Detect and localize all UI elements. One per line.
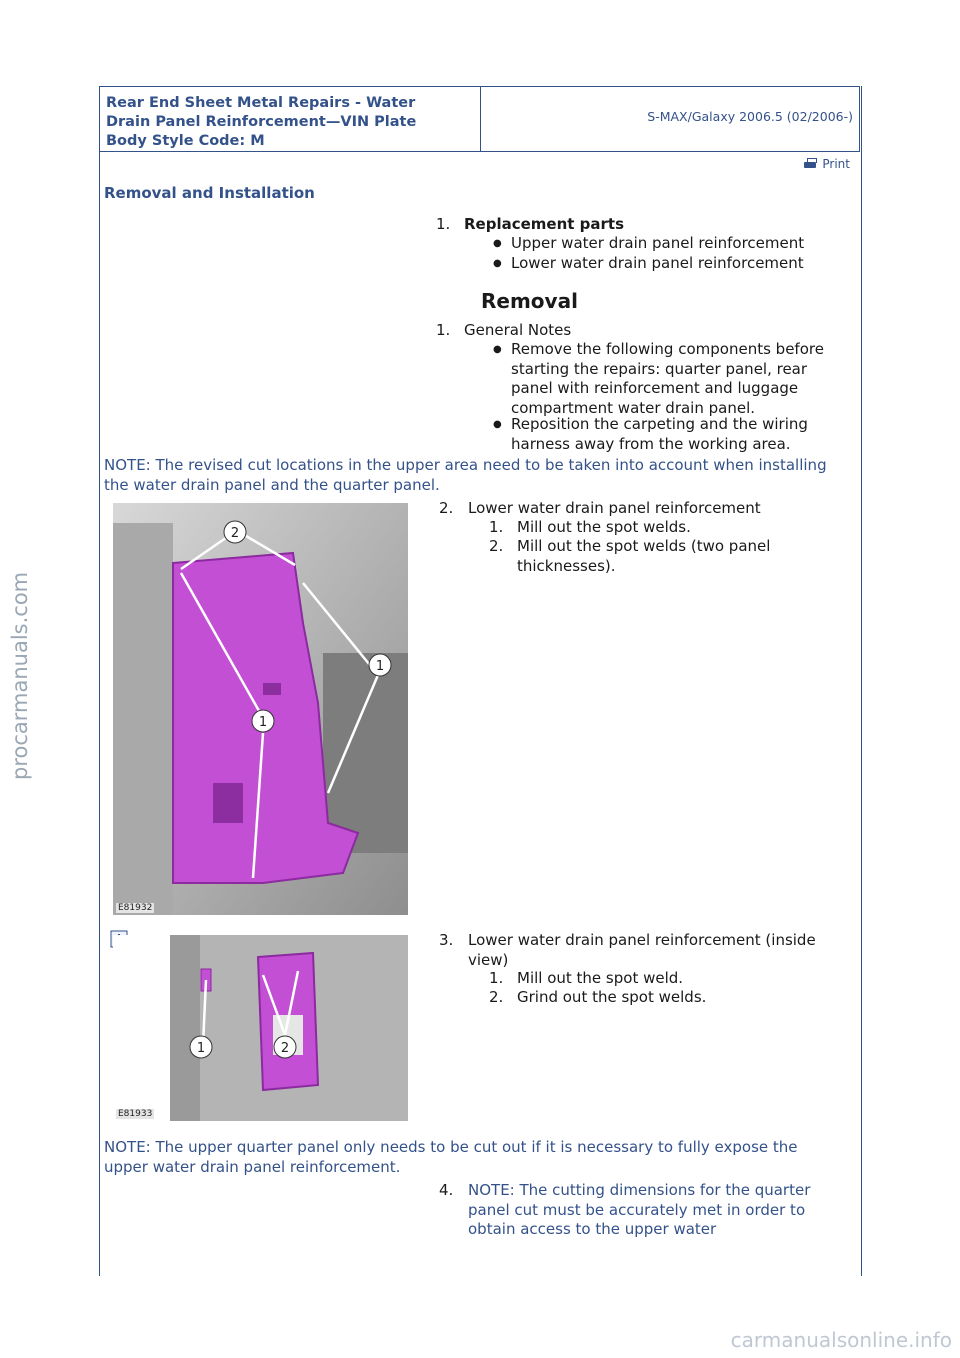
- print-button[interactable]: [804, 157, 850, 171]
- sub-step-text: Mill out the spot welds.: [517, 518, 691, 536]
- step-number: 1.: [436, 321, 451, 339]
- callout-label: 2: [230, 526, 240, 541]
- list-item: ● Lower water drain panel reinforcement: [511, 254, 804, 274]
- note-text: NOTE: The revised cut locations in the upper area need to be taken into account when installing the water drain panel and the quarter panel.: [104, 456, 827, 494]
- step-note: NOTE: The cutting dimensions for the quarter panel cut must be accurately met in order to obtain access to the upper water: [468, 1181, 811, 1238]
- replacement-title: Replacement parts: [464, 215, 625, 233]
- vehicle-model: S-MAX/Galaxy 2006.5 (02/2006-): [647, 109, 853, 124]
- printer-icon: [804, 158, 818, 170]
- callout-label: 1: [375, 659, 385, 674]
- figure-code: E81933: [118, 1109, 153, 1119]
- callout-label: 1: [258, 715, 268, 730]
- document-title: Rear End Sheet Metal Repairs - Water Drain Panel Reinforcement—VIN Plate Body Style Code: M: [106, 95, 417, 149]
- sub-step-text: Mill out the spot weld.: [517, 969, 684, 987]
- step-title: Lower water drain panel reinforcement: [468, 499, 761, 517]
- step-number: 2.: [439, 499, 454, 517]
- list-item: ● Upper water drain panel reinforcement: [511, 234, 804, 254]
- footer-watermark: carmanualsonline.info: [730, 1328, 952, 1352]
- list-item: ● Remove the following components before starting the repairs: quarter panel, rear panel with reinforcement and luggage compartment water drain panel.: [511, 340, 843, 418]
- removal-heading: Removal: [481, 289, 578, 313]
- figure-image[interactable]: [113, 503, 408, 915]
- step-number: 4.: [439, 1181, 454, 1199]
- print-label: Print: [822, 157, 850, 171]
- sub-step-text: Grind out the spot welds.: [517, 988, 707, 1006]
- general-notes-title: General Notes: [464, 321, 572, 339]
- sub-step-number: 1.: [489, 969, 504, 987]
- step-number: 1.: [436, 215, 451, 233]
- document-header: [99, 86, 860, 152]
- step-title: Lower water drain panel reinforcement (inside view): [468, 931, 816, 969]
- sub-step-text: Mill out the spot welds (two panel thicknesses).: [517, 537, 771, 575]
- figure-image[interactable]: [113, 935, 408, 1121]
- figure-code: E81932: [118, 903, 153, 913]
- section-title: Removal and Installation: [104, 184, 315, 202]
- step-number: 3.: [439, 931, 454, 949]
- list-item: ● Reposition the carpeting and the wiring harness away from the working area.: [511, 415, 843, 454]
- header-divider: [480, 87, 481, 151]
- sub-step-number: 2.: [489, 988, 504, 1006]
- callout-label: 2: [280, 1041, 290, 1056]
- sub-step-number: 1.: [489, 518, 504, 536]
- figure-illustration: [113, 503, 408, 915]
- callout-label: 1: [196, 1041, 206, 1056]
- note-text: NOTE: The upper quarter panel only needs to be cut out if it is necessary to fully expose the upper water drain panel reinforcement.: [104, 1138, 798, 1176]
- side-watermark: procarmanuals.com: [8, 571, 32, 780]
- figure-illustration: [113, 935, 408, 1121]
- sub-step-number: 2.: [489, 537, 504, 555]
